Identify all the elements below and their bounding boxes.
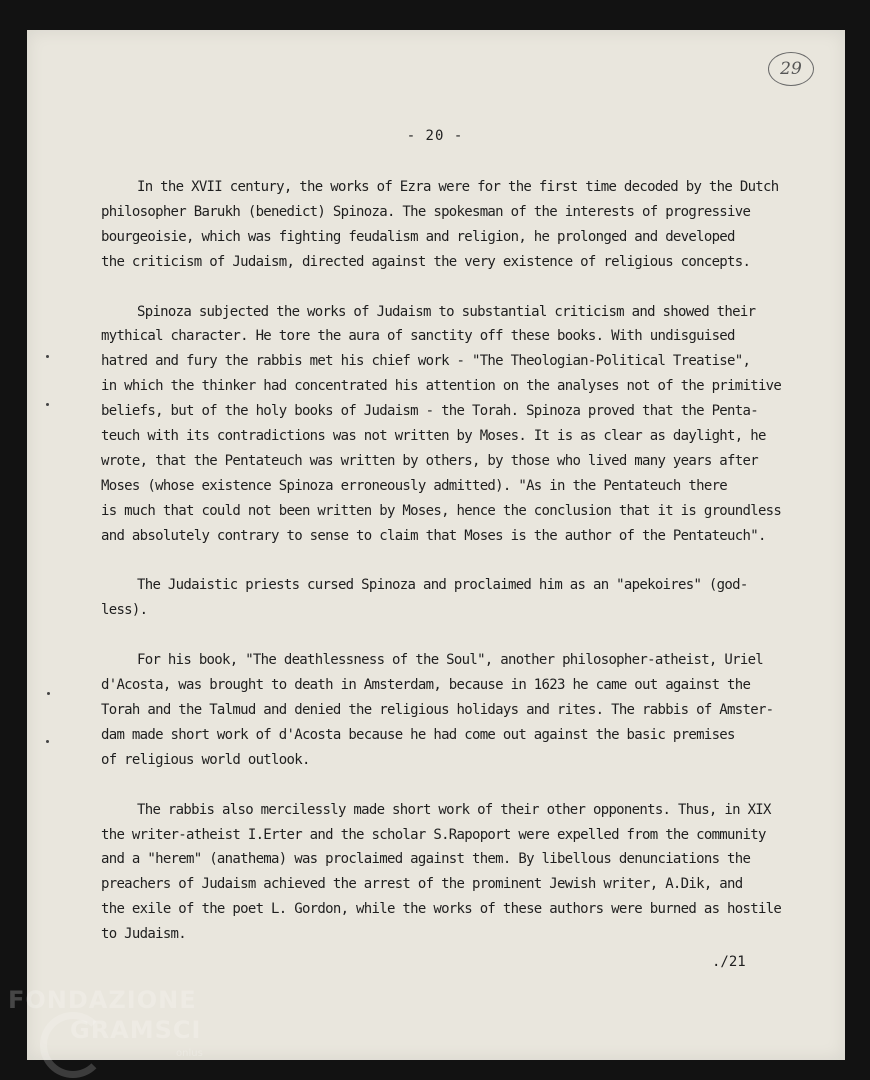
paragraph-5 [101, 798, 821, 947]
paragraph-3 [101, 573, 821, 623]
watermark-sub: onlus [176, 1048, 203, 1059]
text-line: in which the thinker had concentrated his attention on the analyses not of the primitive [101, 378, 782, 395]
text-line: the exile of the poet L. Gordon, while the works of these authors were burned as hostile [101, 901, 782, 918]
text-line: Moses (whose existence Spinoza erroneously admitted). "As in the Pentateuch there [101, 477, 728, 494]
paragraph-4 [101, 648, 821, 773]
text-line: The rabbis also mercilessly made short work of their other opponents. Thus, in XIX [137, 801, 771, 818]
text-line: is much that could not been written by Moses, hence the conclusion that it is groundless [101, 502, 782, 519]
text-line: bourgeoisie, which was fighting feudalism and religion, he prolonged and developed [101, 228, 735, 245]
watermark-line-1: FONDAZIONE [8, 986, 197, 1014]
text-line: For his book, "The deathlessness of the Soul", another philosopher-atheist, Uriel [137, 652, 764, 669]
margin-mark [46, 403, 49, 406]
text-line: d'Acosta, was brought to death in Amsterdam, because in 1623 he came out against the [101, 677, 751, 694]
margin-mark [46, 355, 49, 358]
archive-number-stamp: 29 [768, 52, 814, 86]
next-page-reference: ./21 [712, 954, 746, 970]
text-line: the writer-atheist I.Erter and the scholar S.Rapoport were expelled from the community [101, 826, 766, 843]
text-line: preachers of Judaism achieved the arrest of the prominent Jewish writer, A.Dik, and [101, 876, 743, 893]
text-line: the criticism of Judaism, directed against the very existence of religious concepts. [101, 253, 751, 270]
document-body [101, 175, 821, 972]
text-line: Torah and the Talmud and denied the religious holidays and rites. The rabbis of Amster- [101, 701, 774, 718]
text-line: hatred and fury the rabbis met his chief work - "The Theologian-Political Treatise", [101, 353, 751, 370]
text-line: and absolutely contrary to sense to claim that Moses is the author of the Pentateuch". [101, 527, 766, 544]
text-line: teuch with its contradictions was not written by Moses. It is as clear as daylight, he [101, 428, 766, 445]
text-line: dam made short work of d'Acosta because he had come out against the basic premises [101, 726, 735, 743]
text-line: of religious world outlook. [101, 751, 310, 768]
margin-mark [46, 740, 49, 743]
page-number: - 20 - [406, 128, 464, 144]
text-line: to Judaism. [101, 926, 187, 943]
text-line: and a "herem" (anathema) was proclaimed against them. By libellous denunciations the [101, 851, 751, 868]
text-line: philosopher Barukh (benedict) Spinoza. The spokesman of the interests of progressive [101, 203, 751, 220]
text-line: mythical character. He tore the aura of sanctity off these books. With undisguised [101, 328, 735, 345]
paragraph-2 [101, 300, 821, 549]
margin-mark [47, 692, 50, 695]
text-line: less). [101, 602, 148, 619]
paragraph-1 [101, 175, 821, 275]
text-line: Spinoza subjected the works of Judaism to substantial criticism and showed their [137, 303, 756, 320]
watermark-line-2: GRAMSCI [70, 1016, 202, 1044]
text-line: beliefs, but of the holy books of Judaism - the Torah. Spinoza proved that the Penta- [101, 403, 758, 420]
text-line: wrote, that the Pentateuch was written by others, by those who lived many years after [101, 452, 758, 469]
text-line: In the XVII century, the works of Ezra were for the first time decoded by the Dutch [137, 179, 779, 195]
text-line: The Judaistic priests cursed Spinoza and proclaimed him as an "apekoires" (god- [137, 577, 748, 594]
archive-watermark [8, 986, 218, 1076]
